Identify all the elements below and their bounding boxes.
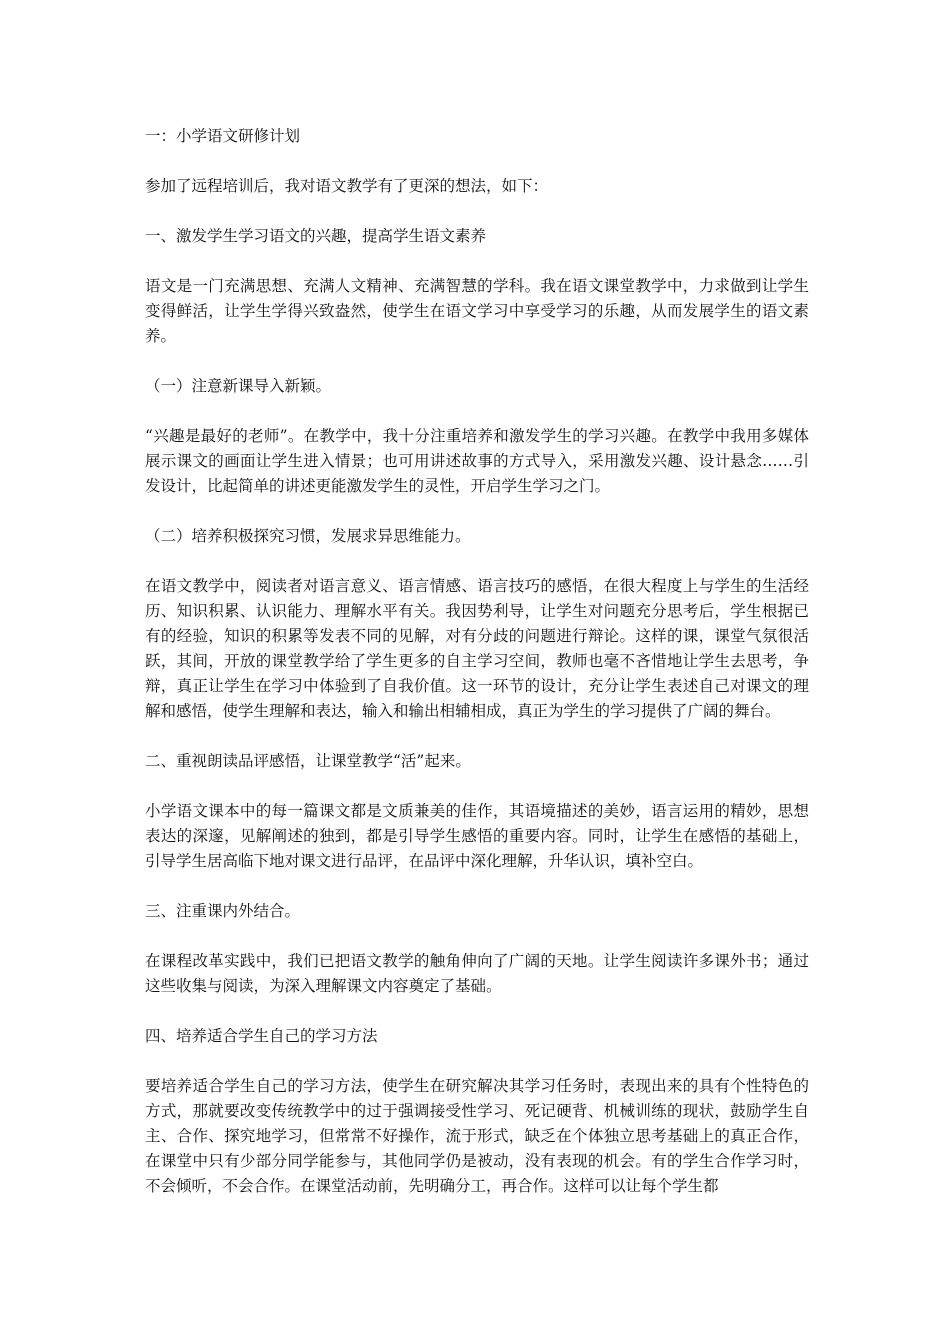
subsection-2-paragraph: 在语文教学中，阅读者对语言意义、语言情感、语言技巧的感悟，在很大程度上与学生的生活经历、知识积累、认识能力、理解水平有关。我因势利导，让学生对问题充分思考后，学生根据已有的经验，知识的积累等发表不同的见解，对有分歧的问题进行辩论。这样的课，课堂气氛很活跃，其间，开放的课堂教学给了学生更多的自主学习空间，教师也毫不吝惜地让学生去思考，争辩，真正让学生在学习中体验到了自我价值。这一环节的设计，充分让学生表述自己对课文的理解和感悟，使学生理解和表达，输入和输出相辅相成，真正为学生的学习提供了广阔的舞台。 (145, 577, 809, 720)
intro-paragraph: 参加了远程培训后，我对语文教学有了更深的想法，如下： (145, 177, 549, 195)
section-3-paragraph: 在课程改革实践中，我们已把语文教学的触角伸向了广阔的天地。让学生阅读许多课外书；通过这些收集与阅读，为深入理解课文内容奠定了基础。 (145, 952, 809, 995)
section-4-paragraph: 要培养适合学生自己的学习方法，使学生在研究解决其学习任务时，表现出来的具有个性特色的方式，那就要改变传统教学中的过于强调接受性学习、死记硬背、机械训练的现状，鼓励学生自主、合作、探究地学习，但常常不好操作，流于形式，缺乏在个体独立思考基础上的真正合作，在课堂中只有少部分同学能参与，其他同学仍是被动，没有表现的机会。有的学生合作学习时，不会倾听，不会合作。在课堂活动前，先明确分工，再合作。这样可以让每个学生都 (145, 1077, 809, 1195)
subsection-1-paragraph: “兴趣是最好的老师”。在教学中，我十分注重培养和激发学生的学习兴趣。在教学中我用多媒体展示课文的画面让学生进入情景；也可用讲述故事的方式导入，采用激发兴趣、设计悬念……引发设计，比起简单的讲述更能激发学生的灵性，开启学生学习之门。 (145, 427, 809, 495)
subsection-heading-2: （二）培养积极探究习惯，发展求异思维能力。 (145, 527, 471, 545)
section-heading-2: 二、重视朗读品评感悟，让课堂教学“活”起来。 (145, 752, 471, 770)
subsection-heading-1: （一）注意新课导入新颖。 (145, 377, 332, 395)
doc-title: 一：小学语文研修计划 (145, 127, 301, 145)
document-body (145, 124, 809, 1199)
section-heading-1: 一、激发学生学习语文的兴趣，提高学生语文素养 (145, 227, 487, 245)
section-1-paragraph: 语文是一门充满思想、充满人文精神、充满智慧的学科。我在语文课堂教学中，力求做到让学生变得鲜活，让学生学得兴致盎然，使学生在语文学习中享受学习的乐趣，从而发展学生的语文素养。 (145, 277, 809, 345)
section-heading-3: 三、注重课内外结合。 (145, 902, 301, 920)
section-2-paragraph: 小学语文课本中的每一篇课文都是文质兼美的佳作，其语境描述的美妙，语言运用的精妙，思想表达的深邃，见解阐述的独到，都是引导学生感悟的重要内容。同时，让学生在感悟的基础上，引导学生居高临下地对课文进行品评，在品评中深化理解，升华认识，填补空白。 (145, 802, 809, 870)
section-heading-4: 四、培养适合学生自己的学习方法 (145, 1027, 378, 1045)
